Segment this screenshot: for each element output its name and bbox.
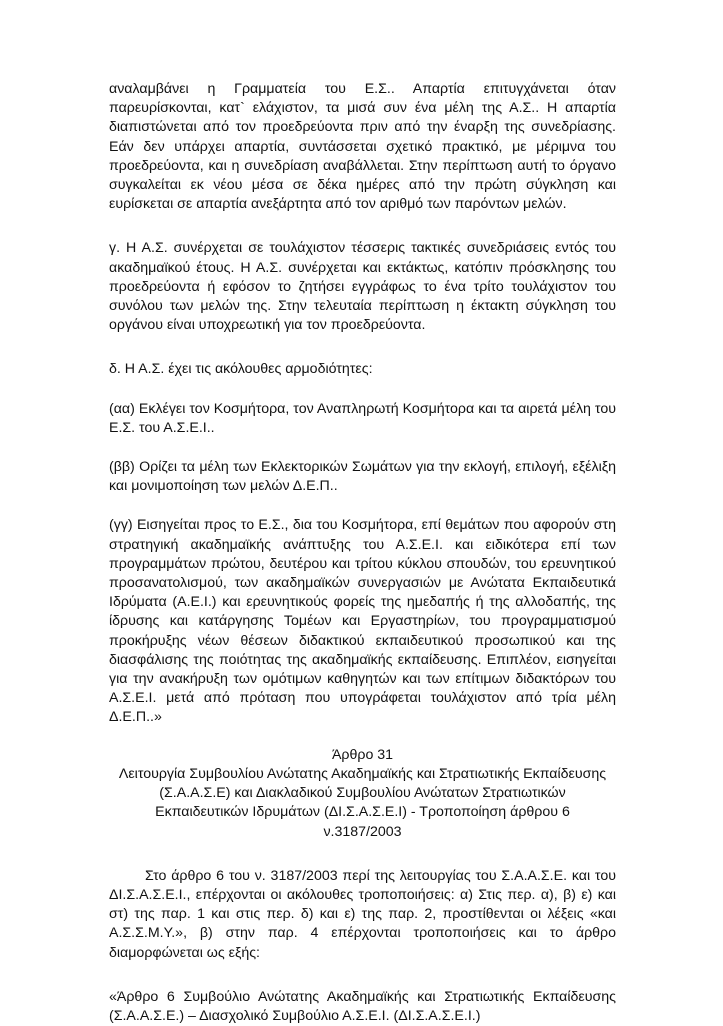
article-title-line-4: ν.3187/2003: [323, 823, 402, 840]
paragraph-item-gg: (γγ) Εισηγείται προς το Ε.Σ., δια του Κοσμήτορα, επί θεμάτων που αφορούν στη στρατηγική ακαδημαϊκής ανάπτυξης του Α.Σ.Ε.Ι. και ειδικότερα επί των προγραμμάτων πρώτου, δευτέρου και τρίτου κύκλου σπουδών, του ερευνητικού προσανατολισμού, των ακαδημαϊκών συνεργασιών με Ανώτατα Εκπαιδευτικά Ιδρύματα (Α.Ε.Ι.) και ερευνητικούς φορείς της ημεδαπής ή της αλλοδαπής, της ίδρυσης και κατάργησης Τομέων και Εργαστηρίων, του προγραμματισμού προκήρυξης νέων θέσεων διδακτικού εκπαιδευτικού προσωπικού και της διασφάλισης της ποιότητας της ακαδημαϊκής εκπαίδευσης. Επιπλέον, εισηγείται για την ανακήρυξη των ομότιμων καθηγητών και των επίτιμων διδακτόρων του Α.Σ.Ε.Ι. μετά από πρόταση που υπογράφεται τουλάχιστον από τρία μέλη Δ.Ε.Π..»: [109, 517, 616, 726]
article-title-line-1: Λειτουργία Συμβουλίου Ανώτατης Ακαδημαϊκής και Στρατιωτικής Εκπαίδευσης: [118, 765, 607, 782]
article-title-line-3: Εκπαιδευτικών Ιδρυμάτων (ΔΙ.Σ.Α.Σ.Ε.Ι) - Τροποποίηση άρθρου 6: [155, 804, 570, 821]
paragraph-article-6-title: «Άρθρο 6 Συμβούλιο Ανώτατης Ακαδημαϊκής και Στρατιωτικής Εκπαίδευσης (Σ.Α.Α.Σ.Ε.) – Διασχολικό Συμβούλιο Α.Σ.Ε.Ι. (ΔΙ.Σ.Α.Σ.Ε.Ι.): [109, 988, 616, 1024]
paragraph-quorum: αναλαμβάνει η Γραμματεία του Ε.Σ.. Απαρτία επιτυγχάνεται όταν παρευρίσκονται, κατ` ελάχιστον, τα μισά συν ένα μέλη της Α.Σ.. Η απαρτία διαπιστώνεται από τον προεδρεύοντα πριν από την έναρξη της συνεδρίασης. Εάν δεν υπάρχει απαρτία, συντάσσεται σχετικό πρακτικό, με μέριμνα του προεδρεύοντα, και η συνεδρίαση αναβάλλεται. Στην περίπτωση αυτή το όργανο συγκαλείται εκ νέου μέσα σε δέκα ημέρες από την πρώτη σύγκληση και ευρίσκεται σε απαρτία ανεξάρτητα από τον αριθμό των παρόντων μελών.: [109, 81, 616, 213]
paragraph-competences-intro: δ. Η Α.Σ. έχει τις ακόλουθες αρμοδιότητες:: [109, 361, 373, 378]
article-number: Άρθρο 31: [331, 746, 394, 763]
paragraph-amendment: Στο άρθρο 6 του ν. 3187/2003 περί της λειτουργίας του Σ.Α.Α.Σ.Ε. και του ΔΙ.Σ.Α.Σ.Ε.Ι., επέρχονται οι ακόλουθες τροποποιήσεις: α) Στις περ. α), β) ε) και στ) της παρ. 1 και στις περ. δ) και ε) της παρ. 2, προστίθενται οι λέξεις «και Α.Σ.Σ.Μ.Υ.», β) στην παρ. 4 επέρχονται τροποποιήσεις και το άρθρο διαμορφώνεται ως εξής:: [109, 867, 616, 961]
article-title-line-2: (Σ.Α.Α.Σ.Ε) και Διακλαδικού Συμβουλίου Ανώτατων Στρατιωτικών: [159, 785, 566, 802]
paragraph-item-bb: (ββ) Ορίζει τα μέλη των Εκλεκτορικών Σωμάτων για την εκλογή, επιλογή, εξέλιξη και μονιμοποίηση των μελών Δ.Ε.Π..: [109, 459, 616, 495]
paragraph-meetings: γ. Η Α.Σ. συνέρχεται σε τουλάχιστον τέσσερις τακτικές συνεδριάσεις εντός του ακαδημαϊκού έτους. Η Α.Σ. συνέρχεται και εκτάκτως, κατόπιν πρόσκλησης του προεδρεύοντα ή εφόσον το ζητήσει εγγράφως το ένα τρίτο τουλάχιστον του συνόλου των μελών της. Στην τελευταία περίπτωση η έκτακτη σύγκληση του οργάνου είναι υποχρεωτική για τον προεδρεύοντα.: [109, 240, 616, 334]
article-heading: [109, 746, 616, 842]
paragraph-item-aa: (αα) Εκλέγει τον Κοσμήτορα, τον Αναπληρωτή Κοσμήτορα και τα αιρετά μέλη του Ε.Σ. του Α.Σ.Ε.Ι..: [109, 400, 616, 436]
